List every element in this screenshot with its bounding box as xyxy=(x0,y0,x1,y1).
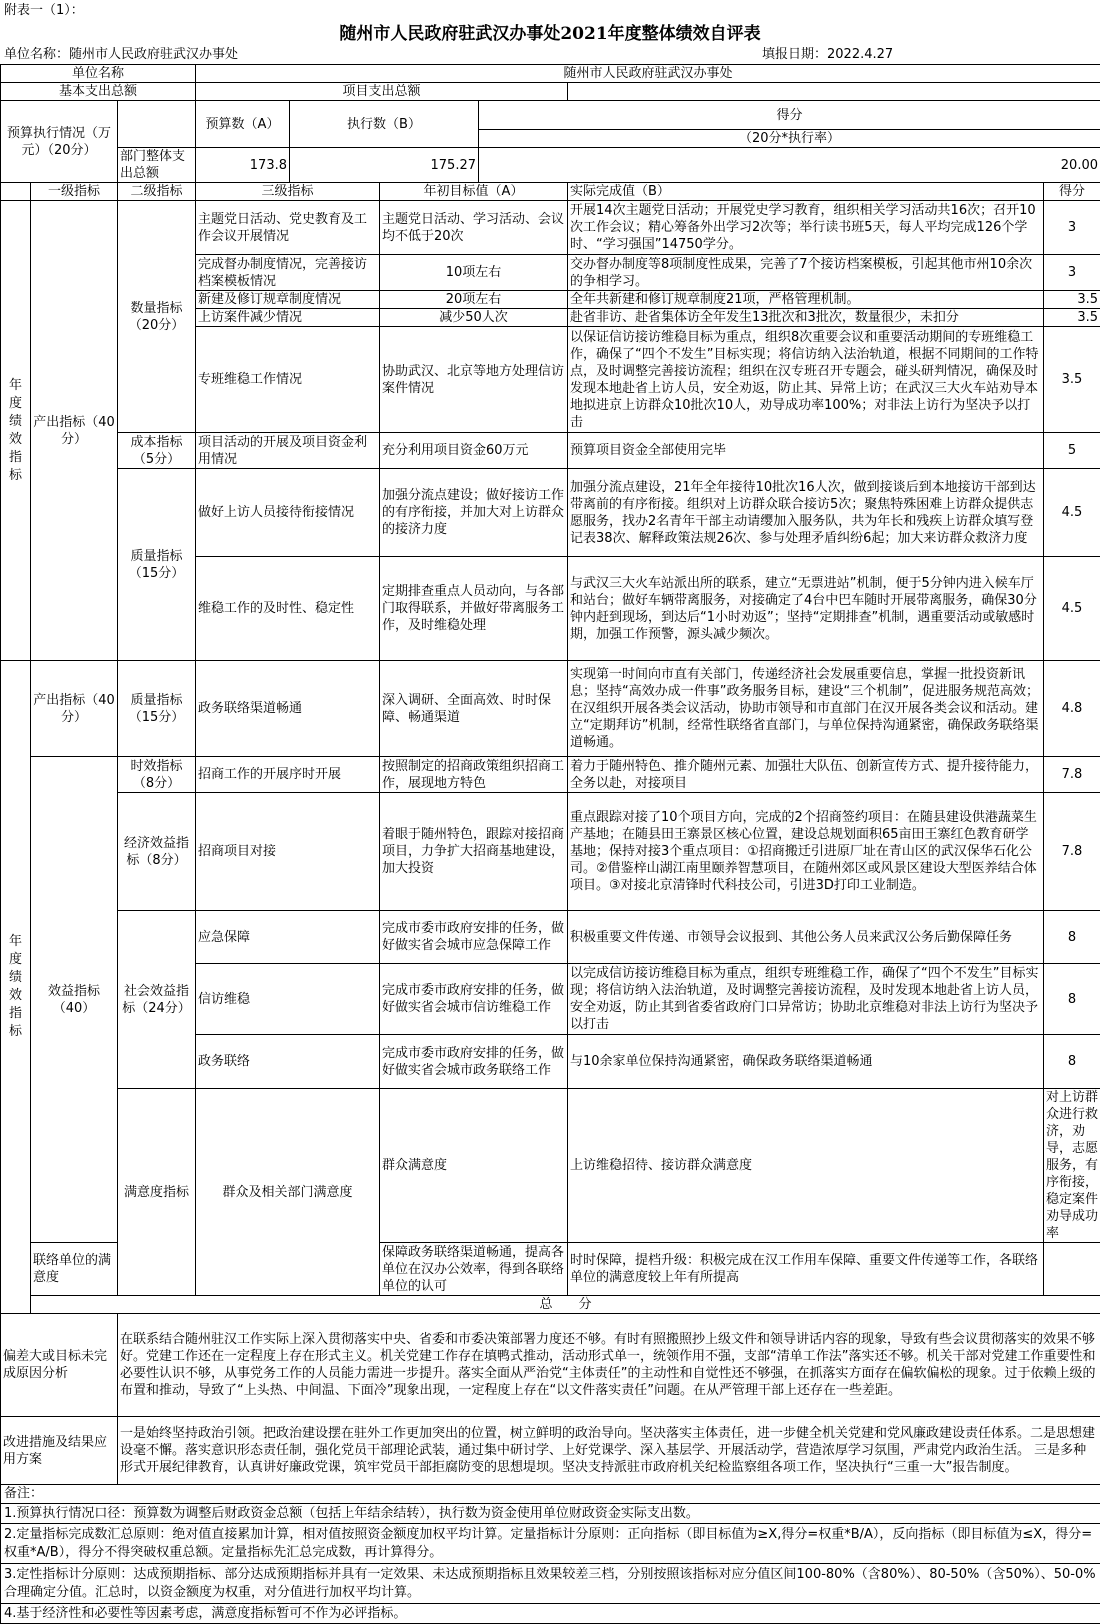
target-cell: 20项左右 xyxy=(380,291,568,309)
col-level2: 二级指标 xyxy=(118,183,196,201)
actual-cell: 开展14次主题党日活动；开展党史学习教育，组织相关学习活动共16次；召开10次工作会议；精心筹备外出学习2次等；举行读书班5天，每人平均完成126个学时、“学习强国”14750学分。 xyxy=(568,201,1044,255)
score-cell: 3.5 xyxy=(1044,327,1100,433)
actual-cell: 与武汉三大火车站派出所的联系，建立“无票进站”机制，便于5分钟内进入候车厅和站台；做好车辆带离服务，对接确定了4台中巴车随时开展带离服务，确保30分钟内赶到现场，到达后“1小时劝返”；坚持“定期排查”机制，遇重要活动或敏感时期，加强工作预警，源头减少频次。 xyxy=(568,557,1044,661)
note-2: 2.定量指标完成数汇总原则：绝对值直接累加计算，相对值按照资金额度加权平均计算。定量指标计分原则：正向指标（即目标值为≥X,得分=权重*B/A），反向指标（即目标值为≤X，得分=权重*A/B），得分不得突破权重总额。定量指标先汇总完成数，再计算得分。 xyxy=(1,1524,1100,1564)
table-row xyxy=(1,911,1100,964)
deviation-row xyxy=(1,1314,1100,1417)
actual-cell: 对上访群众进行救济，劝导，志愿服务，有序衔接，稳定案件劝导成功率 xyxy=(1044,1089,1100,1243)
total-label: 总 分 xyxy=(31,1296,1100,1314)
actual-cell: 预算项目资金全部使用完毕 xyxy=(568,433,1044,469)
level3-cell: 群众满意度 xyxy=(380,1089,568,1243)
score-cell: 4.5 xyxy=(1044,469,1100,557)
total-labels-row xyxy=(1,83,1100,101)
cost-label: 成本指标（5分） xyxy=(118,433,196,469)
budget-exec-label: 预算执行情况（万元）（20分） xyxy=(1,101,118,183)
level3-cell: 上访案件减少情况 xyxy=(196,309,380,327)
table-row xyxy=(1,1089,1100,1243)
score-cell: 8 xyxy=(1044,964,1100,1035)
level3-cell: 完成督办制度情况，完善接访档案模板情况 xyxy=(196,255,380,291)
level3-cell: 招商工作的开展序时开展 xyxy=(196,757,380,793)
section2-output-label: 产出指标（40分） xyxy=(31,661,118,757)
actual-cell: 以完成信访接访维稳目标为重点，组织专班维稳工作，确保了“四个不发生”目标实现；将信访纳入法治轨道，及时调整完善接访流程，及时发现本地赴省上访人员，安全劝返，防止其到省委省政府门口异常访；协助北京维稳对非法上访行为坚决予以打击 xyxy=(568,964,1044,1035)
actual-cell: 实现第一时间向市直有关部门，传递经济社会发展重要信息，掌握一批投资新讯息；坚持“高效办成一件事”政务服务目标，建设“三个机制”，促进服务规范高效；在汉组织开展各类会议活动，协助市领导和市直部门在汉开展各类会议和活动。建立“定期拜访”机制，经常性联络省直部门，与单位保持沟通紧密，确保政务联络渠道畅通。 xyxy=(568,661,1044,757)
level3-cell: 维稳工作的及时性、稳定性 xyxy=(196,557,380,661)
target-cell: 充分利用项目资金60万元 xyxy=(380,433,568,469)
economic-label: 经济效益指标（8分） xyxy=(118,793,196,911)
basic-total-label: 基本支出总额 xyxy=(1,83,196,101)
target-cell: 协助武汉、北京等地方处理信访案件情况 xyxy=(380,327,568,433)
score-cell: 3 xyxy=(1044,255,1100,291)
target-cell: 完成市委市政府安排的任务，做好做实省会城市应急保障工作 xyxy=(380,911,568,964)
col-level1: 一级指标 xyxy=(31,183,118,201)
target-cell: 完成市委市政府安排的任务，做好做实省会城市信访维稳工作 xyxy=(380,964,568,1035)
note-4: 4.基于经济性和必要性等因素考虑，满意度指标暂可不作为必评指标。 xyxy=(1,1604,1100,1624)
note-3: 3.定性指标计分原则：达成预期指标、部分达成预期指标并具有一定效果、未达成预期指标且效果较差三档，分别按照该指标对应分值区间100-80%（含80%）、80-50%（含50%）、50-0%合理确定分值。汇总时，以资金额度为权重，对分值进行加权平均计算。 xyxy=(1,1564,1100,1604)
budget-table xyxy=(0,100,1100,183)
quantity-label: 数量指标（20分） xyxy=(118,201,196,433)
quality-label: 质量指标（15分） xyxy=(118,469,196,661)
budget-value: 173.8 xyxy=(196,148,290,183)
target-cell: 主题党日活动、学习活动、会议均不低于20次 xyxy=(380,201,568,255)
actual-cell: 重点跟踪对接了10个项目方向，完成的2个招商签约项目：在随县建设供港蔬菜生产基地；在随县田王寨景区核心位置，建设总规划面积65亩田王寨红色教育研学基地；保持对接3个重点项目：①招商搬迁引进原厂址在青山区的武汉保华石化公司。②借鉴梓山湖江南里颐养智慧项目，在随州郊区或风景区建设大型医养结合体项目。③对接北京清锋时代科技公司，引进3D打印工业制造。 xyxy=(568,793,1044,911)
table-row xyxy=(1,469,1100,557)
unit-name-value: 随州市人民政府驻武汉办事处 xyxy=(196,65,1100,83)
level3-cell: 应急保障 xyxy=(196,911,380,964)
target-cell: 着眼于随州特色，跟踪对接招商项目，力争扩大招商基地建设，加大投资 xyxy=(380,793,568,911)
col-level3: 三级指标 xyxy=(196,183,380,201)
table-row xyxy=(1,433,1100,469)
score-cell: 5 xyxy=(1044,433,1100,469)
column-header-row xyxy=(1,183,1100,201)
notes-title: 备注： xyxy=(1,1485,1100,1504)
actual-cell: 与10余家单位保持沟通紧密，确保政务联络渠道畅通 xyxy=(568,1035,1044,1089)
actual-cell: 以保证信访接访维稳目标为重点，组织8次重要会议和重要活动期间的专班维稳工作，确保了“四个不发生”目标实现；将信访纳入法治轨道，根据不同期间的工作特点，及时调整完善接访流程；组织在汉专班召开专题会，碰头研判情况，确保及时发现本地赴省上访人员，安全劝返，防止其、异常上访；在武汉三大火车站劝导本地拟进京上访群众10批次10人，劝导成功率100%；对非法上访行为坚决予以打击 xyxy=(568,327,1044,433)
unit-line: 单位名称：随州市人民政府驻武汉办事处 xyxy=(4,46,238,64)
deviation-text: 在联系结合随州驻汉工作实际上深入贯彻落实中央、省委和市委决策部署力度还不够。有时有照搬照抄上级文件和领导讲话内容的现象，导致有些会议贯彻落实的效果不够好。党建工作还在一定程度上存在形式主义。机关党建工作存在填鸭式推动，活动形式单一，统领作用不强，支部“清单工作法”落实还不够。机关干部对党建工作重要性和必要性认识不够，从事党务工作的人员能力需进一步提升。落实全面从严治党“主体责任”的主动性和自觉性还不够强，在抓落实方面存在偏软偏松的现象。过于依赖上级的布置和推动，导致了“上头热、中间温、下面冷”现象出现，一定程度上存在“以文件落实责任”问题。在从严管理干部上还存在一些差距。 xyxy=(118,1314,1100,1417)
col-score: 得分 xyxy=(1044,183,1100,201)
satisfaction-label: 满意度指标 xyxy=(118,1089,196,1296)
section1-output-label: 产出指标（40分） xyxy=(31,201,118,661)
target-cell: 定期排查重点人员动向，与各部门取得联系，并做好带离服务工作，及时维稳处理 xyxy=(380,557,568,661)
dept-total-label: 部门整体支出总额 xyxy=(118,148,196,183)
improve-label: 改进措施及结果应用方案 xyxy=(1,1417,118,1485)
actual-cell: 时时保障，提档升级：积极完成在汉工作用车保障、重要文件传递等工作，各联络单位的满意度较上年有所提高 xyxy=(568,1243,1044,1296)
score-formula: （20分*执行率） xyxy=(479,130,1100,148)
actual-cell: 全年共新建和修订规章制度21项，严格管理机制。 xyxy=(568,291,1044,309)
target-cell: 按照制定的招商政策组织招商工作，展现地方特色 xyxy=(380,757,568,793)
table-row xyxy=(1,201,1100,255)
actual-cell: 着力于随州特色、推介随州元素、加强壮大队伍、创新宣传方式、提升接待能力，全务以赴，对接项目 xyxy=(568,757,1044,793)
level3-cell: 项目活动的开展及项目资金利用情况 xyxy=(196,433,380,469)
benefit-label: 效益指标（40） xyxy=(31,757,118,1243)
budget-label: 预算数（A） xyxy=(196,101,290,148)
target-cell: 深入调研、全面高效、时时保障、畅通渠道 xyxy=(380,661,568,757)
timeliness-label: 时效指标（8分） xyxy=(118,757,196,793)
section1-side-label: 年度绩效指标 xyxy=(1,201,31,661)
analysis-table xyxy=(0,1313,1100,1485)
level3-cell: 招商项目对接 xyxy=(196,793,380,911)
improve-text: 一是始终坚持政治引领。把政治建设摆在驻外工作更加突出的位置，树立鲜明的政治导向。坚决落实主体责任，进一步健全机关党建和党风廉政建设责任体系。二是思想建设毫不懈。落实意识形态责任制，强化党员干部理论武装，通过集中研讨学、上好党课学、深入基层学、开展活动学，营造浓厚学习氛围，严肃党内政治生活。 三是多种形式开展纪律教育，认真讲好廉政党课，筑牢党员干部拒腐防变的思想堤坝。坚决支持派驻市政府机关纪检监察组各项工作，坚决执行“三重一大”报告制度。 xyxy=(118,1417,1100,1485)
table-row xyxy=(1,661,1100,757)
unit-name-row xyxy=(1,65,1100,83)
col-actual: 实际完成值（B） xyxy=(568,183,1044,201)
project-total-label: 项目支出总额 xyxy=(196,83,568,101)
actual-cell: 赴省非访、赴省集体访全年发生13批次和3批次，数量很少，未扣分 xyxy=(568,309,1044,327)
exec-label: 执行数（B） xyxy=(290,101,479,148)
improve-row xyxy=(1,1417,1100,1485)
exec-value: 175.27 xyxy=(290,148,479,183)
score-label: 得分 xyxy=(479,101,1100,130)
note-1: 1.预算执行情况口径：预算数为调整后财政资金总额（包括上年结余结转），执行数为资金使用单位财政资金实际支出数。 xyxy=(1,1504,1100,1524)
score-cell: 3.5 xyxy=(1044,309,1100,327)
notes-table xyxy=(0,1484,1100,1624)
score-cell: 8 xyxy=(1044,911,1100,964)
score-cell: 7.8 xyxy=(1044,757,1100,793)
score-cell xyxy=(1044,1243,1100,1296)
actual-cell: 加强分流点建设，21年全年接待10批次16人次，做到接谈后到本地接访干部到达带离前的有序衔接。组织对上访群众联合接访5次；聚焦特殊困难上访群众提供志愿服务，找办2名青年干部主动请缨加入服务队，共为年长和残疾上访群众填写登记表38次、解释政策法规26次、参与处理矛盾纠纷6起；加大来访群众救济力度 xyxy=(568,469,1044,557)
actual-cell: 积极重要文件传递、市领导会议报到、其他公务人员来武汉公务后勤保障任务 xyxy=(568,911,1044,964)
table-row xyxy=(1,757,1100,793)
public-satisfaction-label: 群众及相关部门满意度 xyxy=(196,1089,380,1296)
total-row xyxy=(1,1296,1100,1314)
actual-cell: 交办督办制度等8项制度性成果，完善了7个接访档案模板，引起其他市州10余次的争相学习。 xyxy=(568,255,1044,291)
target-cell: 加强分流点建设；做好接访工作的有序衔接，并加大对上访群众的接济力度 xyxy=(380,469,568,557)
annex-label: 附表一（1）： xyxy=(0,0,1100,22)
target-cell: 减少50人次 xyxy=(380,309,568,327)
target-cell: 完成市委市政府安排的任务，做好做实省会城市政务联络工作 xyxy=(380,1035,568,1089)
level3-cell: 政务联络渠道畅通 xyxy=(196,661,380,757)
score-cell: 3.5 xyxy=(1044,291,1100,309)
unit-name-label: 单位名称 xyxy=(1,65,196,83)
col-target: 年初目标值（A） xyxy=(380,183,568,201)
score-cell: 8 xyxy=(1044,1035,1100,1089)
indicator-table xyxy=(0,182,1100,1314)
level3-cell: 联络单位的满意度 xyxy=(31,1243,118,1296)
score-value: 20.00 xyxy=(479,148,1100,183)
target-cell: 10项左右 xyxy=(380,255,568,291)
score-cell: 4.5 xyxy=(1044,557,1100,661)
section2-side-label: 年度绩效指标 xyxy=(1,661,31,1314)
score-cell: 3 xyxy=(1044,201,1100,255)
meta-line xyxy=(0,46,1100,64)
evaluation-table xyxy=(0,64,1100,101)
target-cell: 保障政务联络渠道畅通，提高各单位在汉办公效率，得到各联络单位的认可 xyxy=(380,1243,568,1296)
date-line: 填报日期：2022.4.27 xyxy=(762,46,893,64)
level3-cell: 主题党日活动、党史教育及工作会议开展情况 xyxy=(196,201,380,255)
level3-cell: 做好上访人员接待衔接情况 xyxy=(196,469,380,557)
score-cell: 4.8 xyxy=(1044,661,1100,757)
table-row xyxy=(1,793,1100,911)
target-cell: 上访维稳招待、接访群众满意度 xyxy=(568,1089,1044,1243)
score-cell: 7.8 xyxy=(1044,793,1100,911)
social-label: 社会效益指标（24分） xyxy=(118,911,196,1089)
level3-cell: 专班维稳工作情况 xyxy=(196,327,380,433)
deviation-label: 偏差大或目标未完成原因分析 xyxy=(1,1314,118,1417)
level3-cell: 信访维稳 xyxy=(196,964,380,1035)
level3-cell: 政务联络 xyxy=(196,1035,380,1089)
section2-quality-label: 质量指标（15分） xyxy=(118,661,196,757)
level3-cell: 新建及修订规章制度情况 xyxy=(196,291,380,309)
page-title: 随州市人民政府驻武汉办事处2021年度整体绩效自评表 xyxy=(0,22,1100,46)
